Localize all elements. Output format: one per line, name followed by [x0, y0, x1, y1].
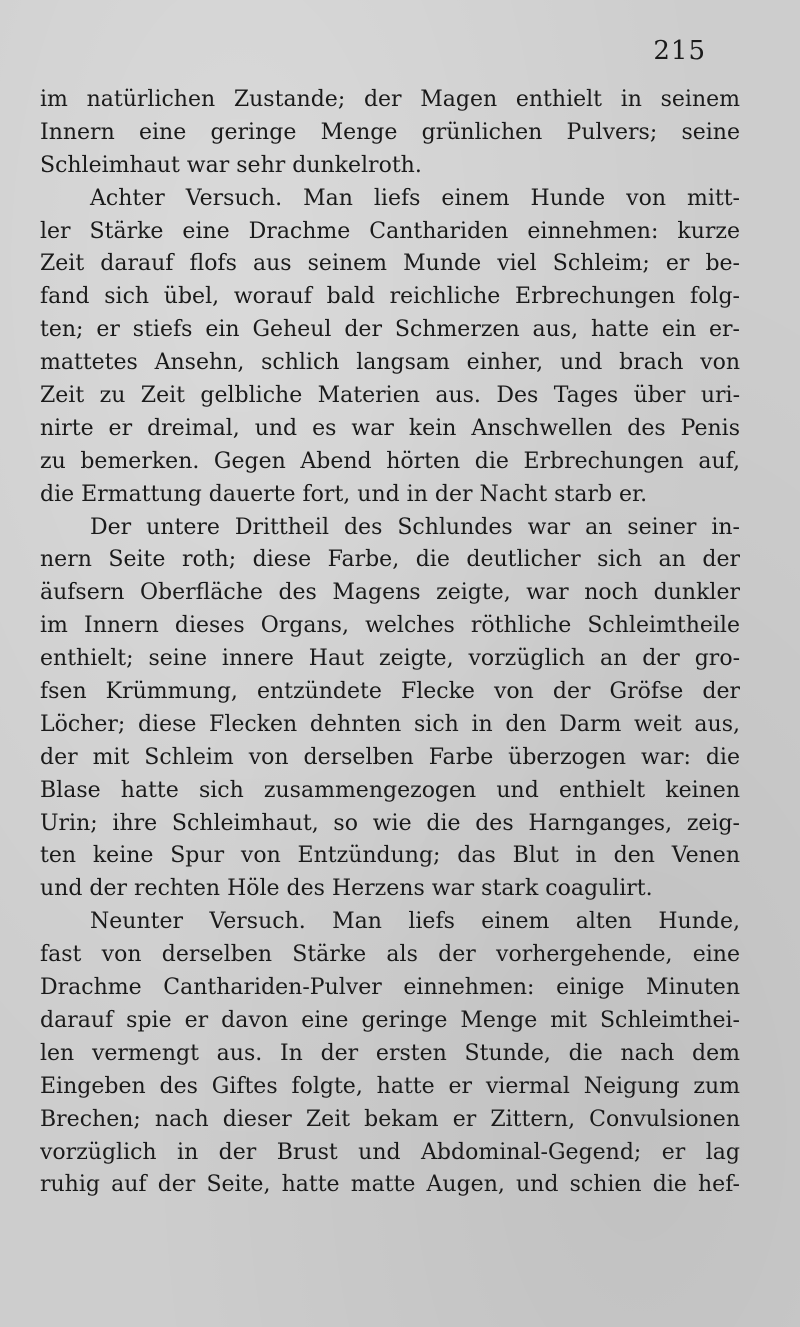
text-line: äufsern Oberfläche des Magens zeigte, war noch dunkler	[40, 580, 740, 606]
text-line: Achter Versuch. Man liefs einem Hunde von mitt-	[90, 185, 740, 211]
text-line: Zeit zu Zeit gelbliche Materien aus. Des Tages über uri-	[40, 383, 740, 409]
text-line: der mit Schleim von derselben Farbe überzogen war: die	[40, 744, 740, 770]
text-line: fast von derselben Stärke als der vorhergehende, eine	[40, 942, 740, 968]
text-line: Brechen; nach dieser Zeit bekam er Zittern, Convulsionen	[40, 1106, 740, 1132]
text-line: nern Seite roth; diese Farbe, die deutlicher sich an der	[40, 547, 740, 573]
text-line: Eingeben des Giftes folgte, hatte er viermal Neigung zum	[40, 1073, 740, 1099]
text-line: Löcher; diese Flecken dehnten sich in den Darm weit aus,	[40, 711, 740, 737]
text-line: zu bemerken. Gegen Abend hörten die Erbrechungen auf,	[40, 448, 740, 474]
text-line: im natürlichen Zustande; der Magen enthielt in seinem	[40, 87, 740, 112]
text-line: fsen Krümmung, entzündete Flecke von der Gröfse der	[40, 679, 740, 705]
text-line: mattetes Ansehn, schlich langsam einher, und brach von	[40, 350, 740, 376]
text-line: ten keine Spur von Entzündung; das Blut in den Venen	[40, 843, 740, 869]
text-line: die Ermattung dauerte fort, und in der Nacht starb er.	[40, 481, 648, 507]
text-line: enthielt; seine innere Haut zeigte, vorzüglich an der gro-	[40, 646, 740, 672]
text-line: len vermengt aus. In der ersten Stunde, die nach dem	[40, 1040, 740, 1066]
text-line: ten; er stiefs ein Geheul der Schmerzen aus, hatte ein er-	[40, 317, 740, 343]
page-body-text	[40, 84, 740, 1202]
text-line: nirte er dreimal, und es war kein Anschwellen des Penis	[40, 415, 740, 441]
text-line: Neunter Versuch. Man liefs einem alten Hunde,	[90, 909, 740, 935]
text-line: Der untere Drittheil des Schlundes war an seiner in-	[90, 514, 740, 540]
text-line: fand sich übel, worauf bald reichliche Erbrechungen folg-	[40, 284, 740, 310]
text-line: vorzüglich in der Brust und Abdominal-Gegend; er lag	[40, 1139, 740, 1165]
text-line: Drachme Canthariden-Pulver einnehmen: einige Minuten	[40, 975, 740, 1001]
text-line: Urin; ihre Schleimhaut, so wie die des Harnganges, zeig-	[40, 810, 740, 836]
text-line: ler Stärke eine Drachme Canthariden einnehmen: kurze	[40, 218, 740, 244]
text-line: Zeit darauf flofs aus seinem Munde viel Schleim; er be-	[40, 251, 740, 277]
text-line: im Innern dieses Organs, welches röthliche Schleimtheile	[40, 613, 740, 639]
text-line: und der rechten Höle des Herzens war stark coagulirt.	[40, 876, 653, 902]
text-line: Blase hatte sich zusammengezogen und enthielt keinen	[40, 777, 740, 803]
text-line: Schleimhaut war sehr dunkelroth.	[40, 152, 422, 178]
text-line: darauf spie er davon eine geringe Menge mit Schleimthei-	[40, 1007, 740, 1033]
page-number: 215	[653, 36, 706, 66]
text-line: ruhig auf der Seite, hatte matte Augen, und schien die hef-	[40, 1172, 740, 1198]
text-line: Innern eine geringe Menge grünlichen Pulvers; seine	[40, 119, 740, 145]
